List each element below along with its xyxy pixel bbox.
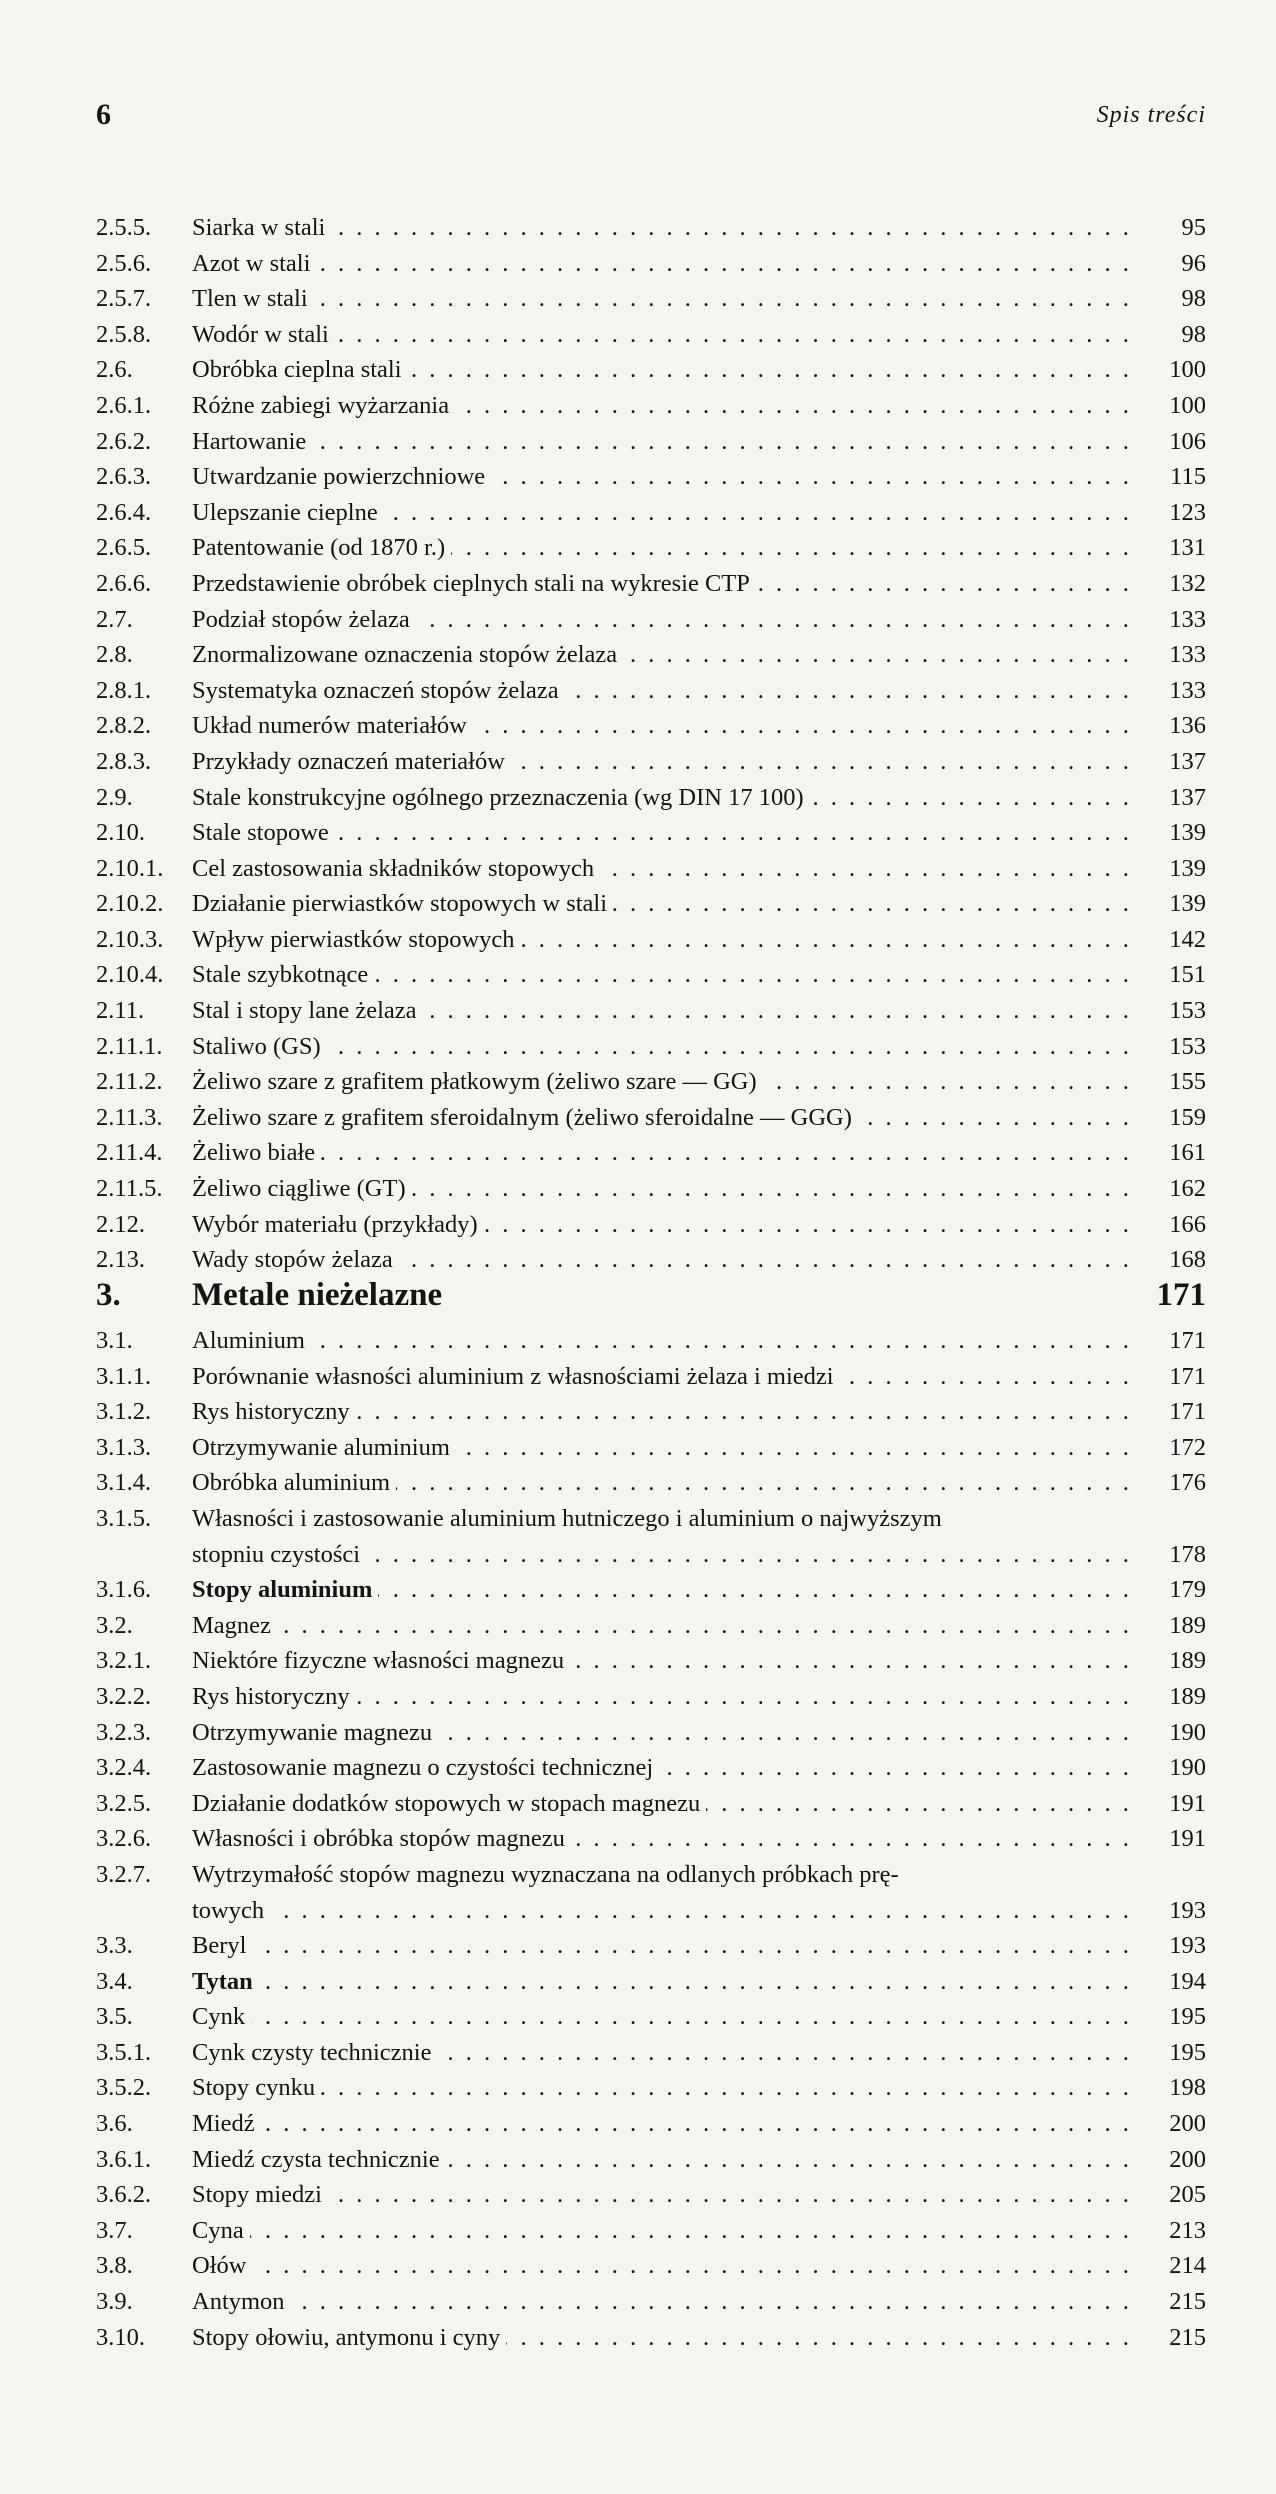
toc-entry <box>96 1964 1206 2000</box>
entry-title-text: Systematyka oznaczeń stopów żelaza <box>192 677 565 704</box>
entry-number: 3.2.1. <box>96 1647 152 1675</box>
toc-entry <box>96 744 1206 780</box>
entry-page: 137 <box>1169 783 1206 811</box>
entry-number: 3.9. <box>96 2288 133 2316</box>
entry-number: 3.5.1. <box>96 2038 152 2066</box>
toc-section-2 <box>96 210 1206 1274</box>
entry-title <box>192 1679 1130 1715</box>
entry-title <box>192 1135 1130 1171</box>
entry-number: 2.5.8. <box>96 320 152 348</box>
entry-page: 139 <box>1169 819 1206 847</box>
entry-title-text: Obróbka aluminium <box>192 1469 396 1496</box>
entry-title-text: Podział stopów żelaza <box>192 606 416 633</box>
entry-title-text: Utwardzanie powierzchniowe <box>192 463 491 490</box>
entry-title <box>192 424 1130 460</box>
entry-number: 3.1.3. <box>96 1433 152 1461</box>
entry-title <box>192 1171 1130 1207</box>
entry-page: 162 <box>1169 1175 1206 1203</box>
entry-title-text: Staliwo (GS) <box>192 1033 327 1060</box>
entry-title-text: Znormalizowane oznaczenia stopów żelaza <box>192 641 623 668</box>
toc-entry <box>96 2177 1206 2213</box>
entry-page: 153 <box>1169 997 1206 1025</box>
toc-entry <box>96 1064 1206 1100</box>
entry-number: 3.6.2. <box>96 2181 152 2209</box>
entry-page: 100 <box>1169 391 1206 419</box>
entry-title-text: Rys historyczny <box>192 1398 356 1425</box>
entry-title-text: Układ numerów materiałów <box>192 712 473 739</box>
entry-title-text: towych <box>192 1897 270 1924</box>
entry-number: 2.8.2. <box>96 712 152 740</box>
toc-entry <box>96 1537 1206 1573</box>
entry-page: 139 <box>1169 890 1206 918</box>
toc-entry <box>96 1715 1206 1751</box>
entry-page: 171 <box>1169 1362 1206 1390</box>
toc-entry <box>96 1430 1206 1466</box>
entry-title <box>192 1100 1130 1136</box>
entry-page: 155 <box>1169 1068 1206 1096</box>
running-title: Spis treści <box>1096 102 1206 128</box>
toc-entry <box>96 637 1206 673</box>
toc-entry <box>96 1100 1206 1136</box>
entry-page: 136 <box>1169 712 1206 740</box>
entry-page: 106 <box>1169 427 1206 455</box>
entry-title <box>192 1608 1130 1644</box>
entry-number: 3.6.1. <box>96 2145 152 2173</box>
entry-title <box>192 993 1130 1029</box>
entry-title <box>192 2106 1130 2142</box>
entry-title-text: Działanie dodatków stopowych w stopach magnezu <box>192 1790 706 1817</box>
entry-title-text: Wpływ pierwiastków stopowych <box>192 926 521 953</box>
entry-page: 159 <box>1169 1103 1206 1131</box>
entry-page: 193 <box>1169 1932 1206 1960</box>
entry-title-text: Azot w stali <box>192 250 316 277</box>
entry-page: 190 <box>1169 1754 1206 1782</box>
entry-number: 2.5.7. <box>96 285 152 313</box>
entry-title-text: Stopy cynku <box>192 2074 321 2101</box>
entry-title-text: Ulepszanie cieplne <box>192 499 384 526</box>
entry-number: 2.11.1. <box>96 1032 163 1060</box>
toc-entry <box>96 566 1206 602</box>
entry-number: 3.2.3. <box>96 1718 152 1746</box>
entry-title <box>192 246 1130 282</box>
entry-title <box>192 1394 1130 1430</box>
entry-page: 193 <box>1169 1896 1206 1924</box>
entry-title <box>192 1465 1130 1501</box>
toc-entry <box>96 246 1206 282</box>
entry-page: 195 <box>1169 2003 1206 2031</box>
entry-title-text: Żeliwo ciągliwe (GT) <box>192 1175 412 1202</box>
entry-number: 3.1.5. <box>96 1504 152 1532</box>
toc-entry <box>96 281 1206 317</box>
entry-page: 189 <box>1169 1682 1206 1710</box>
toc-entry <box>96 708 1206 744</box>
entry-page: 191 <box>1169 1789 1206 1817</box>
toc-entry <box>96 815 1206 851</box>
entry-number: 2.11.5. <box>96 1175 163 1203</box>
toc-entry <box>96 495 1206 531</box>
entry-title <box>192 1359 1130 1395</box>
entry-page: 194 <box>1169 1967 1206 1995</box>
entry-title <box>192 2177 1130 2213</box>
entry-title <box>192 459 1130 495</box>
toc-entry <box>96 1643 1206 1679</box>
entry-title-text: Cyna <box>192 2217 250 2244</box>
entry-title <box>192 1893 1130 1929</box>
entry-number: 2.6.1. <box>96 391 152 419</box>
entry-number: 3.2. <box>96 1611 133 1639</box>
entry-page: 179 <box>1169 1576 1206 1604</box>
entry-title <box>192 1323 1130 1359</box>
entry-page: 166 <box>1169 1210 1206 1238</box>
entry-title-text: Porównanie własności aluminium z własnościami żelaza i miedzi <box>192 1363 840 1390</box>
entry-page: 153 <box>1169 1032 1206 1060</box>
entry-title <box>192 281 1130 317</box>
entry-page: 95 <box>1181 214 1206 241</box>
entry-number: 3.2.5. <box>96 1789 152 1817</box>
entry-page: 171 <box>1169 1327 1206 1354</box>
toc-entry <box>96 2320 1206 2356</box>
toc-entry <box>96 2035 1206 2071</box>
entry-page: 189 <box>1169 1647 1206 1675</box>
entry-title-text: Stopy miedzi <box>192 2181 328 2208</box>
entry-title-text: Przykłady oznaczeń materiałów <box>192 748 511 775</box>
entry-page: 133 <box>1169 676 1206 704</box>
entry-title-text: Wodór w stali <box>192 321 335 348</box>
toc-entry <box>96 2106 1206 2142</box>
entry-title-text: Hartowanie <box>192 428 312 455</box>
entry-title <box>192 1821 1130 1857</box>
entry-title <box>192 1964 1130 2000</box>
page-number: 6 <box>96 98 111 131</box>
entry-page: 96 <box>1181 249 1206 277</box>
entry-number: 2.11. <box>96 997 145 1025</box>
toc-entry <box>96 1029 1206 1065</box>
entry-title-text: Stale konstrukcyjne ogólnego przeznaczenia (wg DIN 17 100) <box>192 784 810 811</box>
entry-title <box>192 2213 1130 2249</box>
entry-title <box>192 210 1130 246</box>
entry-page: 133 <box>1169 641 1206 669</box>
entry-title-text: Zastosowanie magnezu o czystości technicznej <box>192 1754 659 1781</box>
entry-page: 133 <box>1169 605 1206 633</box>
entry-number: 3.5.2. <box>96 2074 152 2102</box>
entry-title <box>192 922 1130 958</box>
entry-title-text: Cel zastosowania składników stopowych <box>192 855 600 882</box>
entry-title <box>192 1857 1130 1893</box>
entry-title-text: Miedź czysta technicznie <box>192 2146 446 2173</box>
toc-entry <box>96 459 1206 495</box>
toc-entry <box>96 1679 1206 1715</box>
entry-title <box>192 495 1130 531</box>
chapter-title: Metale nieżelazne <box>192 1277 443 1313</box>
entry-page: 172 <box>1169 1433 1206 1461</box>
toc-entry <box>96 317 1206 353</box>
toc-entry <box>96 1893 1206 1929</box>
entry-page: 98 <box>1181 285 1206 313</box>
entry-title <box>192 637 1130 673</box>
entry-number: 3.2.6. <box>96 1825 152 1853</box>
entry-number: 3.1.1. <box>96 1362 152 1390</box>
toc-entry <box>96 602 1206 638</box>
entry-number: 2.6. <box>96 356 133 384</box>
entry-number: 3.1.2. <box>96 1398 152 1426</box>
toc-entry <box>96 957 1206 993</box>
toc-entry <box>96 1501 1206 1537</box>
entry-title <box>192 1064 1130 1100</box>
entry-number: 2.10. <box>96 819 145 847</box>
entry-number: 2.6.2. <box>96 427 152 455</box>
entry-number: 3.8. <box>96 2252 133 2280</box>
entry-page: 176 <box>1169 1469 1206 1497</box>
entry-title <box>192 1643 1130 1679</box>
entry-number: 2.11.4. <box>96 1139 163 1167</box>
entry-title <box>192 317 1130 353</box>
entry-title <box>192 352 1130 388</box>
entry-title-text: Tlen w stali <box>192 285 314 312</box>
entry-title <box>192 2142 1130 2178</box>
toc-entry <box>96 530 1206 566</box>
entry-title <box>192 1928 1130 1964</box>
entry-page: 213 <box>1169 2216 1206 2244</box>
entry-title-text: Miedź <box>192 2110 261 2137</box>
entry-title-text: Aluminium <box>192 1327 311 1354</box>
chapter-number: 3. <box>96 1277 121 1313</box>
entry-title <box>192 2320 1130 2356</box>
entry-title-text: Magnez <box>192 1612 277 1639</box>
entry-page: 191 <box>1169 1825 1206 1853</box>
entry-title-text: Stale stopowe <box>192 819 335 846</box>
entry-number: 2.5.6. <box>96 249 152 277</box>
entry-title <box>192 957 1130 993</box>
entry-page: 205 <box>1169 2181 1206 2209</box>
entry-page: 142 <box>1169 925 1206 953</box>
entry-title <box>192 851 1130 887</box>
toc-entry <box>96 2070 1206 2106</box>
toc-entry <box>96 1928 1206 1964</box>
entry-title <box>192 1750 1130 1786</box>
entry-title-text: Ołów <box>192 2252 252 2279</box>
entry-title <box>192 1029 1130 1065</box>
entry-title-text: Własności i zastosowanie aluminium hutniczego i aluminium o najwyższym <box>192 1505 948 1532</box>
entry-title <box>192 886 1130 922</box>
toc-entry <box>96 2213 1206 2249</box>
toc-entry <box>96 1857 1206 1893</box>
entry-number: 2.10.2. <box>96 890 164 918</box>
entry-title <box>192 1786 1130 1822</box>
toc-entry <box>96 993 1206 1029</box>
entry-title <box>192 2284 1130 2320</box>
entry-number: 3.7. <box>96 2216 133 2244</box>
entry-title-text: Przedstawienie obróbek cieplnych stali na wykresie CTP <box>192 570 756 597</box>
toc-entry <box>96 2142 1206 2178</box>
entry-number: 2.12. <box>96 1210 145 1238</box>
entry-title <box>192 1501 1130 1537</box>
entry-page: 161 <box>1169 1139 1206 1167</box>
entry-title <box>192 1207 1130 1243</box>
entry-title-text: Cynk <box>192 2003 251 2030</box>
entry-page: 215 <box>1169 2288 1206 2316</box>
entry-title <box>192 1537 1130 1573</box>
entry-title <box>192 2248 1130 2284</box>
toc-section-3 <box>96 1323 1206 2355</box>
entry-title-text: Własności i obróbka stopów magnezu <box>192 1825 571 1852</box>
toc-entry <box>96 1821 1206 1857</box>
entry-page: 139 <box>1169 854 1206 882</box>
table-of-contents <box>96 210 1206 2355</box>
entry-title <box>192 566 1130 602</box>
entry-title-text: Otrzymywanie magnezu <box>192 1719 438 1746</box>
entry-number: 2.6.5. <box>96 534 152 562</box>
entry-page: 132 <box>1169 569 1206 597</box>
entry-title-text: Tytan <box>192 1968 259 1995</box>
entry-title-text: Otrzymywanie aluminium <box>192 1434 456 1461</box>
entry-page: 215 <box>1169 2323 1206 2351</box>
entry-number: 3.3. <box>96 1932 133 1960</box>
entry-title-text: Siarka w stali <box>192 214 331 241</box>
toc-entry <box>96 2248 1206 2284</box>
entry-title-text: Żeliwo białe <box>192 1139 321 1166</box>
entry-page: 100 <box>1169 356 1206 384</box>
entry-number: 2.6.6. <box>96 569 152 597</box>
entry-page: 98 <box>1181 320 1206 348</box>
entry-number: 2.8.1. <box>96 676 152 704</box>
entry-number: 2.11.3. <box>96 1103 163 1131</box>
entry-title-text: Antymon <box>192 2288 291 2315</box>
entry-number: 2.6.3. <box>96 463 152 491</box>
toc-entry <box>96 1465 1206 1501</box>
entry-page: 123 <box>1169 498 1206 526</box>
toc-entry <box>96 1171 1206 1207</box>
entry-title-text: Obróbka cieplna stali <box>192 356 408 383</box>
toc-entry <box>96 1207 1206 1243</box>
toc-entry <box>96 1999 1206 2035</box>
toc-entry <box>96 851 1206 887</box>
entry-page: 214 <box>1169 2252 1206 2280</box>
entry-title <box>192 1572 1130 1608</box>
toc-entry <box>96 388 1206 424</box>
toc-entry <box>96 886 1206 922</box>
entry-number: 3.2.4. <box>96 1754 152 1782</box>
entry-number: 2.8. <box>96 641 133 669</box>
toc-entry <box>96 424 1206 460</box>
entry-title <box>192 530 1130 566</box>
entry-number: 2.10.1. <box>96 854 164 882</box>
entry-title <box>192 1999 1130 2035</box>
entry-title-text: Stal i stopy lane żelaza <box>192 997 423 1024</box>
chapter-heading <box>96 1267 1206 1323</box>
toc-entry <box>96 1323 1206 1359</box>
entry-page: 190 <box>1169 1718 1206 1746</box>
toc-entry <box>96 1750 1206 1786</box>
entry-number: 2.8.3. <box>96 747 152 775</box>
entry-title-text: Cynk czysty technicznie <box>192 2039 437 2066</box>
entry-number: 3.1.6. <box>96 1576 152 1604</box>
entry-page: 168 <box>1169 1246 1206 1274</box>
toc-entry <box>96 1359 1206 1395</box>
entry-title <box>192 602 1130 638</box>
entry-page: 200 <box>1169 2145 1206 2173</box>
toc-entry <box>96 2284 1206 2320</box>
entry-title <box>192 2035 1130 2071</box>
entry-number: 3.2.7. <box>96 1860 152 1888</box>
toc-entry <box>96 1786 1206 1822</box>
entry-page: 189 <box>1169 1611 1206 1639</box>
entry-title-text: Żeliwo szare z grafitem płatkowym (żeliwo szare — GG) <box>192 1068 763 1095</box>
entry-number: 2.7. <box>96 605 133 633</box>
entry-title-text: Wytrzymałość stopów magnezu wyznaczana na odlanych próbkach prę- <box>192 1861 905 1888</box>
entry-number: 2.13. <box>96 1246 145 1274</box>
entry-title <box>192 1430 1130 1466</box>
entry-title <box>192 2070 1130 2106</box>
entry-title-text: Stopy ołowiu, antymonu i cyny <box>192 2324 506 2351</box>
entry-number: 2.6.4. <box>96 498 152 526</box>
entry-page: 198 <box>1169 2074 1206 2102</box>
entry-title-text: Stale szybkotnące <box>192 961 374 988</box>
entry-title <box>192 388 1130 424</box>
entry-title <box>192 708 1130 744</box>
entry-number: 3.1. <box>96 1327 133 1354</box>
toc-entry <box>96 922 1206 958</box>
entry-page: 115 <box>1170 463 1206 491</box>
toc-entry <box>96 1135 1206 1171</box>
entry-title-text: Wybór materiału (przykłady) <box>192 1211 484 1238</box>
toc-entry <box>96 1394 1206 1430</box>
entry-title-text: Patentowanie (od 1870 r.) <box>192 534 451 561</box>
entry-number: 2.11.2. <box>96 1068 163 1096</box>
entry-number: 3.2.2. <box>96 1682 152 1710</box>
entry-title <box>192 815 1130 851</box>
entry-title-text: Żeliwo szare z grafitem sferoidalnym (żeliwo sferoidalne — GGG) <box>192 1104 858 1131</box>
entry-number: 2.10.3. <box>96 925 164 953</box>
toc-entry <box>96 1572 1206 1608</box>
entry-page: 151 <box>1169 961 1206 989</box>
entry-title <box>192 673 1130 709</box>
entry-title <box>192 780 1130 816</box>
entry-title-text: Beryl <box>192 1932 252 1959</box>
entry-page: 200 <box>1169 2110 1206 2138</box>
entry-number: 3.1.4. <box>96 1469 152 1497</box>
entry-number: 2.10.4. <box>96 961 164 989</box>
running-head <box>96 98 1206 138</box>
entry-title-text: stopniu czystości <box>192 1541 366 1568</box>
entry-page: 178 <box>1169 1540 1206 1568</box>
entry-number: 2.9. <box>96 783 133 811</box>
toc-entry <box>96 780 1206 816</box>
entry-page: 137 <box>1169 747 1206 775</box>
entry-number: 3.6. <box>96 2110 133 2138</box>
entry-number: 3.10. <box>96 2323 145 2351</box>
entry-title-text: Niektóre fizyczne własności magnezu <box>192 1647 570 1674</box>
entry-page: 171 <box>1169 1398 1206 1426</box>
entry-title-text: Stopy aluminium <box>192 1576 378 1603</box>
toc-entry <box>96 1608 1206 1644</box>
entry-title-text: Różne zabiegi wyżarzania <box>192 392 455 419</box>
entry-page: 195 <box>1169 2038 1206 2066</box>
toc-entry <box>96 210 1206 246</box>
toc-entry <box>96 352 1206 388</box>
entry-page: 131 <box>1169 534 1206 562</box>
entry-number: 2.5.5. <box>96 214 152 241</box>
entry-title-text: Wady stopów żelaza <box>192 1246 399 1273</box>
chapter-page: 171 <box>1156 1277 1206 1313</box>
entry-title <box>192 744 1130 780</box>
entry-title-text: Działanie pierwiastków stopowych w stali <box>192 890 613 917</box>
entry-title <box>192 1715 1130 1751</box>
entry-title-text: Rys historyczny <box>192 1683 356 1710</box>
toc-entry <box>96 673 1206 709</box>
entry-number: 3.4. <box>96 1967 133 1995</box>
entry-number: 3.5. <box>96 2003 133 2031</box>
